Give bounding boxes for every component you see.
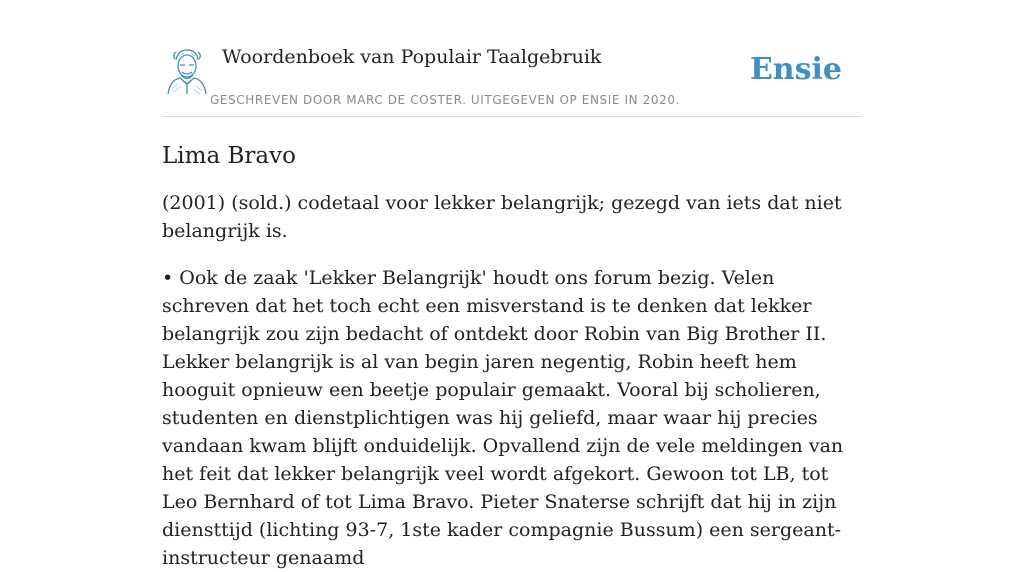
- citation: • Ook de zaak 'Lekker Belangrijk' houdt ons forum bezig. Velen schreven dat het toch echt een misverstand is te denken dat lekker belangrijk zou zijn bedacht of ontdekt door Robin van Big Brother II. Lekker belangrijk is al van begin jaren negentig, Robin heeft hem hooguit opnieuw een beetje populair gemaakt. Vooral bij scholieren, studenten en dienstplichtigen was hij geliefd, maar waar hij precies vandaan kwam blijft onduidelijk. Opvallend zijn de vele meldingen van het feit dat lekker belangrijk veel wordt afgekort. Gewoon tot LB, tot Leo Bernhard of tot Lima Bravo. Pieter Snaterse schrijft dat hij in zijn diensttijd (lichting 93-7, 1ste kader compagnie Bussum) een sergeant-instructeur genaamd: [162, 267, 844, 569]
- definition: (2001) (sold.) codetaal voor lekker belangrijk; gezegd van iets dat niet belangrijk is.: [162, 192, 842, 242]
- page: [162, 0, 862, 572]
- byline: GESCHREVEN DOOR MARC DE COSTER. UITGEGEVEN OP ENSIE IN 2020.: [210, 93, 680, 107]
- brand-logo[interactable]: Ensie: [749, 52, 842, 87]
- header: [162, 0, 862, 117]
- book-title[interactable]: Woordenboek van Populair Taalgebruik: [222, 46, 602, 68]
- headword: Lima Bravo: [162, 143, 296, 169]
- author-portrait-icon[interactable]: [164, 46, 210, 96]
